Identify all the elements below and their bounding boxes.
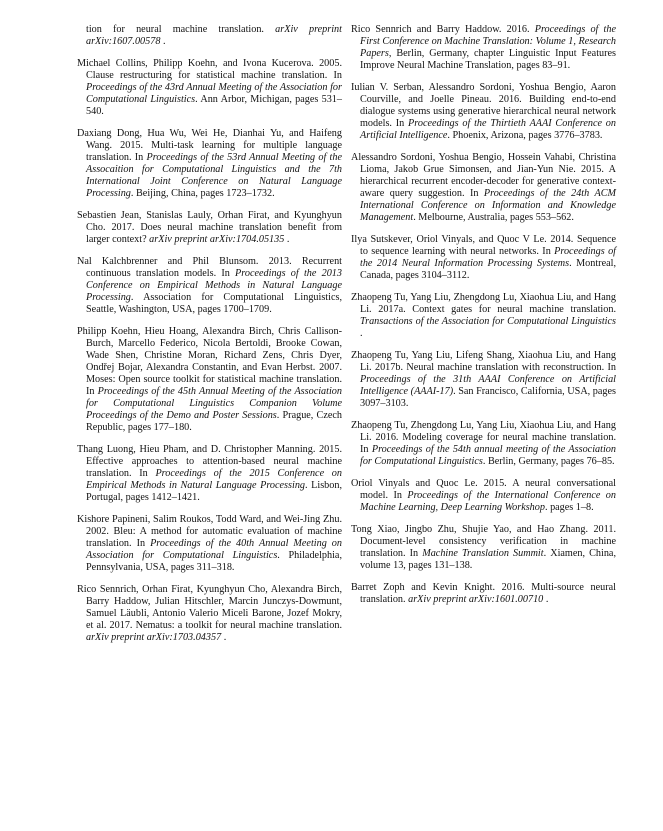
reference-venue-italic: Proceedings of the Thirtieth AAAI Conference on Artificial Intelligence: [360, 118, 616, 141]
reference-entry: [77, 210, 342, 246]
reference-venue-italic: Proceedings of the 43rd Annual Meeting of the Association for Computational Linguistics: [86, 82, 342, 105]
reference-venue-italic: Proceedings of the 53rd Annual Meeting of the Assocaition for Computational Linguistics and the 7th International Joint Conference on Natural Language Processing: [86, 152, 342, 199]
reference-text: Rico Sennrich, Orhan Firat, Kyunghyun Cho, Alexandra Birch, Barry Haddow, Julian Hitschler, Marcin Junczys-Dowmunt, Samuel Läubli, Antonio Valerio Miceli Barone, Jozef Mokry, et al. 2017. Nematus: a toolkit for neural machine translation.: [77, 584, 342, 631]
reference-text: Nal Kalchbrenner and Phil Blunsom. 2013. Recurrent continuous translation models. In: [77, 256, 342, 279]
reference-venue-italic: arXiv preprint arXiv:1704.05135: [149, 234, 285, 245]
references-column-left: [77, 24, 342, 654]
reference-text: . San Francisco, California, USA, pages 3097–3103.: [360, 386, 617, 409]
reference-text: .: [360, 328, 363, 339]
reference-venue-italic: Proceedings of the First Conference on Machine Translation: Volume 1, Research Papers: [360, 24, 616, 59]
reference-venue-italic: Proceedings of the 2015 Conference on Empirical Methods in Natural Language Processing: [86, 468, 342, 491]
reference-text: Oriol Vinyals and Quoc Le. 2015. A neural conversational model. In: [351, 478, 616, 501]
reference-venue-italic: arXiv preprint arXiv:1601.00710: [408, 594, 544, 605]
reference-text: Kishore Papineni, Salim Roukos, Todd Ward, and Wei-Jing Zhu. 2002. Bleu: A method for automatic evaluation of machine translation. In: [77, 514, 342, 549]
reference-text: Zhaopeng Tu, Zhengdong Lu, Yang Liu, Xiaohua Liu, and Hang Li. 2016. Modeling coverage for neural machine translation. In: [351, 420, 616, 455]
reference-entry-continuation: [77, 24, 342, 48]
reference-venue-italic: Proceedings of the 54th annual meeting of the Association for Computational Linguistics: [360, 444, 616, 467]
references-column-right: [351, 24, 616, 616]
reference-text: . Melbourne, Australia, pages 553–562.: [413, 212, 574, 223]
reference-entry: [351, 524, 616, 572]
reference-entry: [77, 128, 342, 200]
reference-text: . Berlin, Germany, pages 76–85.: [482, 456, 615, 467]
reference-text: . Montreal, Canada, pages 3104–3112.: [360, 258, 616, 281]
reference-entry: [77, 584, 342, 644]
reference-text: . Beijing, China, pages 1723–1732.: [130, 188, 275, 199]
reference-text: .: [160, 36, 166, 47]
reference-venue-italic: Proceedings of the 40th Annual Meeting on Association for Computational Linguistics: [86, 538, 342, 561]
reference-entry: [351, 234, 616, 282]
reference-text: Zhaopeng Tu, Yang Liu, Lifeng Shang, Xiaohua Liu, and Hang Li. 2017b. Neural machine translation with reconstruction. In: [351, 350, 616, 373]
reference-venue-italic: Proceedings of the 45th Annual Meeting of the Association for Computational Linguistics Companion Volume Proceedings of the Demo and Poster Sessions: [86, 386, 342, 421]
reference-text: , Berlin, Germany, chapter Linguistic Input Features Improve Neural Machine Translation, pages 83–91.: [360, 48, 616, 71]
reference-entry: [77, 444, 342, 504]
reference-venue-italic: Proceedings of the 24th ACM International Conference on Information and Knowledge Management: [360, 188, 616, 223]
reference-entry: [77, 256, 342, 316]
reference-text: Tong Xiao, Jingbo Zhu, Shujie Yao, and Hao Zhang. 2011. Document-level consistency verification in machine translation. In: [351, 524, 616, 559]
reference-text: Barret Zoph and Kevin Knight. 2016. Multi-source neural translation.: [351, 582, 616, 605]
reference-venue-italic: Proceedings of the 2013 Conference on Empirical Methods in Natural Language Processing: [86, 268, 342, 303]
reference-venue-italic: arXiv preprint arXiv:1607.00578: [86, 24, 342, 47]
reference-text: Thang Luong, Hieu Pham, and D. Christopher Manning. 2015. Effective approaches to attention-based neural machine translation. In: [77, 444, 342, 479]
reference-text: Rico Sennrich and Barry Haddow. 2016.: [351, 24, 535, 35]
reference-entry: [351, 350, 616, 410]
reference-venue-italic: Transactions of the Association for Computational Linguistics: [360, 316, 616, 327]
reference-text: . pages 1–8.: [544, 502, 594, 513]
reference-entry: [351, 478, 616, 514]
reference-entry: [351, 152, 616, 224]
reference-text: . Prague, Czech Republic, pages 177–180.: [86, 410, 342, 433]
reference-venue-italic: Proceedings of the 31th AAAI Conference on Artificial Intelligence (AAAI-17): [360, 374, 616, 397]
reference-entry: [351, 82, 616, 142]
reference-entry: [351, 420, 616, 468]
reference-text: . Lisbon, Portugal, pages 1412–1421.: [86, 480, 342, 503]
reference-text: Daxiang Dong, Hua Wu, Wei He, Dianhai Yu, and Haifeng Wang. 2015. Multi-task learning for multiple language translation. In: [77, 128, 342, 163]
reference-text: .: [284, 234, 290, 245]
reference-entry: [77, 58, 342, 118]
reference-text: Michael Collins, Philipp Koehn, and Ivona Kucerova. 2005. Clause restructuring for statistical machine translation. In: [77, 58, 342, 81]
reference-text: Sebastien Jean, Stanislas Lauly, Orhan Firat, and Kyunghyun Cho. 2017. Does neural machine translation benefit from larger context?: [77, 210, 342, 245]
reference-text: .: [221, 632, 227, 643]
reference-venue-italic: Proceedings of the 2014 Neural Information Processing Systems: [360, 246, 616, 269]
reference-text: Iulian V. Serban, Alessandro Sordoni, Yoshua Bengio, Aaron Courville, and Joelle Pineau. 2016. Building end-to-end dialogue systems using generative hierarchical neural network models. In: [351, 82, 616, 129]
reference-entry: [351, 24, 616, 72]
reference-venue-italic: Proceedings of the International Conference on Machine Learning, Deep Learning Workshop: [360, 490, 616, 513]
reference-text: Ilya Sutskever, Oriol Vinyals, and Quoc V Le. 2014. Sequence to sequence learning with neural networks. In: [351, 234, 616, 257]
reference-entry: [77, 514, 342, 574]
reference-text: Alessandro Sordoni, Yoshua Bengio, Hossein Vahabi, Christina Lioma, Jakob Grue Simonsen, and Jian-Yun Nie. 2015. A hierarchical recurrent encoder-decoder for generative context-aware query suggestion. In: [351, 152, 616, 199]
reference-text: . Association for Computational Linguistics, Seattle, Washington, USA, pages 1700–1709.: [86, 292, 342, 315]
reference-venue-italic: arXiv preprint arXiv:1703.04357: [86, 632, 222, 643]
reference-text: Philipp Koehn, Hieu Hoang, Alexandra Birch, Chris Callison-Burch, Marcello Federico, Nicola Bertoldi, Brooke Cowan, Wade Shen, Christine Moran, Richard Zens, Chris Dyer, Ondřej Bojar, Alexandra Constantin, and Evan Herbst. 2007. Moses: Open source toolkit for statistical machine translation. In: [77, 326, 342, 397]
reference-text: Zhaopeng Tu, Yang Liu, Zhengdong Lu, Xiaohua Liu, and Hang Li. 2017a. Context gates for neural machine translation.: [351, 292, 616, 315]
reference-entry: [351, 582, 616, 606]
reference-venue-italic: Machine Translation Summit: [422, 548, 544, 559]
reference-text: . Phoenix, Arizona, pages 3776–3783.: [447, 130, 603, 141]
reference-text: . Ann Arbor, Michigan, pages 531–540.: [86, 94, 342, 117]
reference-text: .: [543, 594, 549, 605]
reference-entry: [351, 292, 616, 340]
reference-text: tion for neural machine translation.: [86, 24, 276, 35]
reference-text: . Philadelphia, Pennsylvania, USA, pages 311–318.: [86, 550, 342, 573]
reference-text: . Xiamen, China, volume 13, pages 131–138.: [360, 548, 616, 571]
reference-entry: [77, 326, 342, 434]
